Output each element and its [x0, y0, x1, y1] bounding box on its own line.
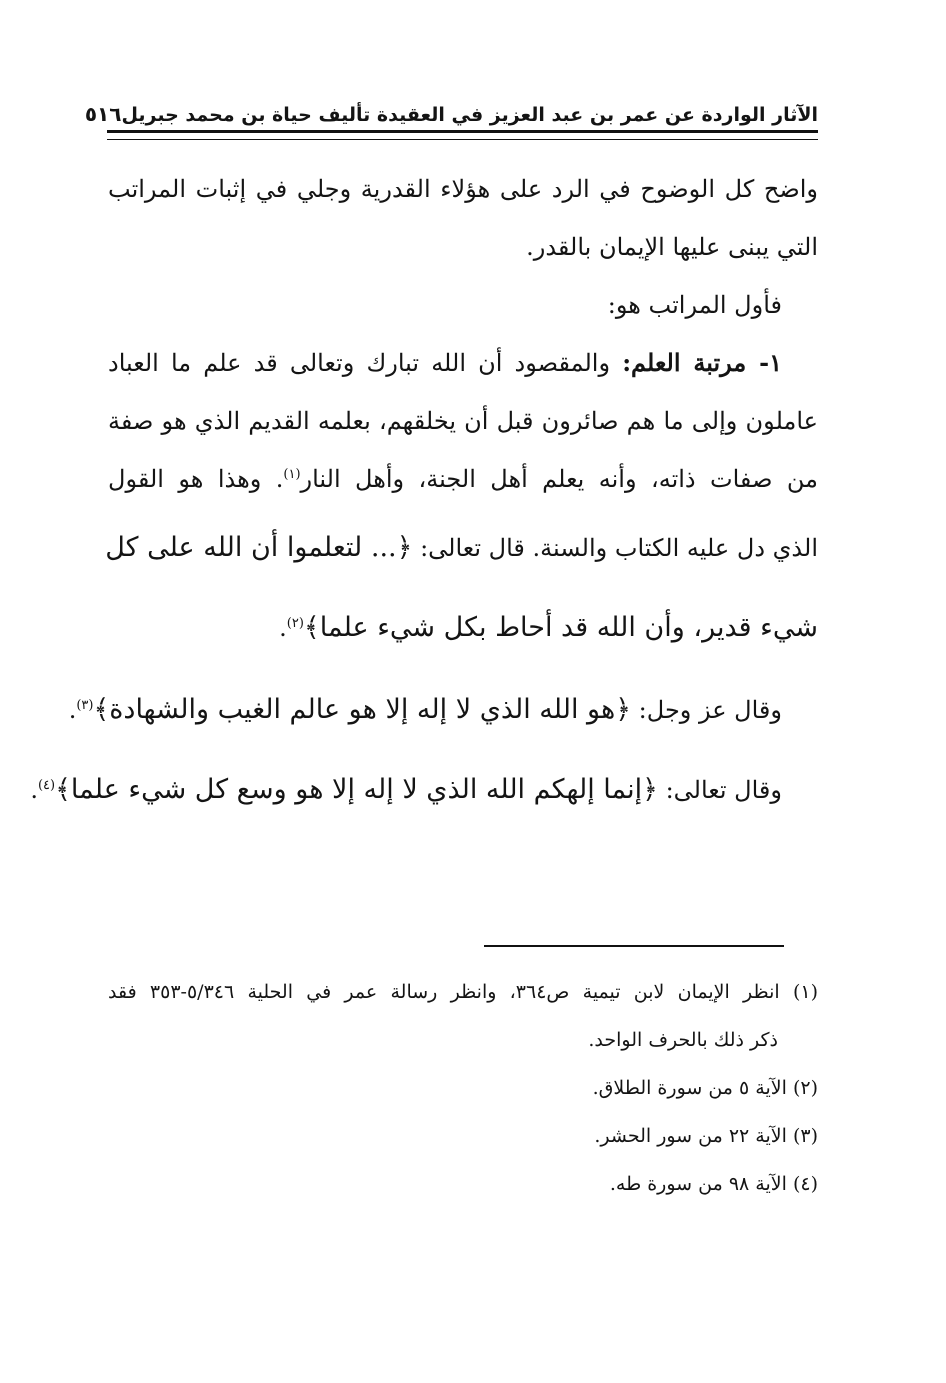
- footnote-3: [108, 1112, 818, 1160]
- footnote-3-text: الآية ٢٢ من سور الحشر.: [594, 1125, 787, 1147]
- running-title: الآثار الواردة عن عمر بن عبد العزيز في العقيدة تأليف حياة بن محمد جبريل: [121, 104, 818, 126]
- quran-quote-2: ﴿هو الله الذي لا إله إلا هو عالم الغيب والشهادة﴾: [93, 694, 632, 725]
- paragraph-3-line-1: [108, 334, 818, 392]
- footnote-1-marker: (١): [792, 981, 818, 1003]
- footnote-1-line-1: [108, 968, 818, 1016]
- footnote-3-marker: (٣): [792, 1125, 818, 1147]
- paragraph-4-intro: وقال عز وجل:: [631, 696, 782, 724]
- paragraph-3-line-4: [105, 508, 818, 588]
- sentence-end-1: .: [279, 614, 287, 642]
- paragraph-5-intro: وقال تعالى:: [657, 776, 782, 804]
- main-text: [30, 160, 818, 830]
- footnote-1-text: انظر الإيمان لابن تيمية ص٣٦٤، وانظر رسالة عمر في الحلية ٥/٣٤٦-٣٥٣ فقد: [108, 981, 780, 1003]
- paragraph-5: [30, 750, 818, 830]
- paragraph-3-line-2: عاملون وإلى ما هم صائرون قبل أن يخلقهم، بعلمه القديم الذي هو صفة: [108, 407, 818, 435]
- paragraph-2: فأول المراتب هو:: [607, 291, 782, 319]
- footnotes: [108, 968, 818, 1208]
- footnote-ref-4: (٤): [37, 778, 56, 793]
- footnote-2: [108, 1064, 818, 1112]
- paragraph-3-line-3-text-b: . وهذا هو القول: [108, 465, 284, 493]
- quran-quote-1-part-2: شيء قدير، وأن الله قد أحاط بكل شيء علما﴾: [303, 612, 818, 643]
- page-number: ٥١٦: [84, 102, 122, 126]
- quran-quote-1-part-1: ﴿... لتعلموا أن الله على كل: [105, 532, 413, 563]
- page-header: [84, 90, 818, 126]
- paragraph-3-line-5: [108, 588, 818, 668]
- paragraph-3-line-1-text: والمقصود أن الله تبارك وتعالى قد علم ما العباد: [108, 349, 623, 377]
- header-rule: [107, 130, 818, 140]
- paragraph-3-line-3: [108, 450, 818, 508]
- quran-quote-3: ﴿إنما إلهكم الله الذي لا إله إلا هو وسع كل شيء علما﴾: [55, 774, 658, 805]
- paragraph-1-line-1: واضح كل الوضوح في الرد على هؤلاء القدرية وجلي في إثبات المراتب: [108, 175, 818, 203]
- footnote-2-marker: (٢): [792, 1077, 818, 1099]
- footnote-separator: [484, 945, 784, 947]
- paragraph-3-line-3-text-a: من صفات ذاته، وأنه يعلم أهل الجنة، وأهل النار: [300, 465, 818, 493]
- footnote-2-text: الآية ٥ من سورة الطلاق.: [592, 1077, 787, 1099]
- footnote-4-text: الآية ٩٨ من سورة طه.: [609, 1173, 787, 1195]
- footnote-ref-1: (١): [283, 467, 301, 482]
- paragraph-3-line-4-text: الذي دل عليه الكتاب والسنة. قال تعالى:: [412, 534, 818, 562]
- footnote-ref-3: (٣): [76, 698, 94, 713]
- footnote-ref-2: (٢): [286, 616, 304, 631]
- sentence-end-2: .: [68, 696, 77, 724]
- footnote-1-line-2: ذكر ذلك بالحرف الواحد.: [588, 1029, 778, 1051]
- paragraph-4: [68, 670, 818, 750]
- section-heading: ١- مرتبة العلم:: [622, 348, 782, 377]
- footnote-4-marker: (٤): [792, 1173, 818, 1195]
- paragraph-1-line-2: التي يبنى عليها الإيمان بالقدر.: [526, 233, 818, 261]
- footnote-4: [108, 1160, 818, 1208]
- sentence-end-3: .: [30, 776, 38, 804]
